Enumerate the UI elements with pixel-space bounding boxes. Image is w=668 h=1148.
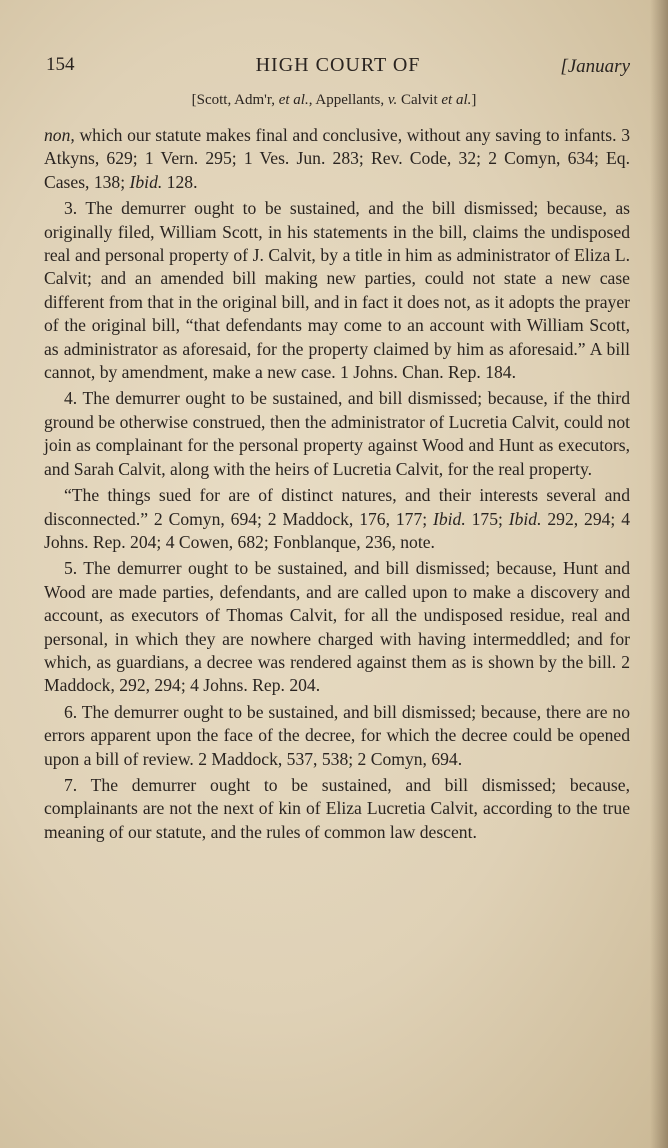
caption-middle: , Appellants, xyxy=(308,92,388,108)
running-head: HIGH COURT OF xyxy=(255,54,421,76)
paragraph-7: 7. The demurrer ought to be sustained, and bill dismissed; because, complainants are not the next of kin of Eliza Lucretia Calvit, according to the true meaning of our statute, and the rules of common law descent. xyxy=(44,774,630,842)
header-month: [January xyxy=(560,56,630,77)
paragraph-continuation: non, which our statute makes final and conclusive, without any saving to infants. 3 Atkyns, 629; 1 Vern. 295; 1 Ves. Jun. 283; Rev. Code, 32; 2 Comyn, 634; Eq. Cases, 138; Ibid. 128. xyxy=(44,125,630,192)
case-caption xyxy=(0,92,668,109)
caption-close: ] xyxy=(471,92,477,108)
paragraph-lead-word: non, xyxy=(44,125,75,145)
caption-et-al-2: et al. xyxy=(441,92,472,108)
paragraph-3: 3. The demurrer ought to be sustained, and the bill dismissed; because, as originally filed, William Scott, in his statements in the bill, claims the undisposed real and personal property of J. Calvit, by a title in him as administrator of Eliza L. Calvit; and an amended bill making new parties, could not state a new case different from that in the original bill, and in fact it does not, as it adopts the prayer of the original bill, “that defendants may come to an account with William Scott, as administrator as aforesaid, for the property claimed by him as aforesaid.” A bill cannot, by amendment, make a new case. 1 Johns. Chan. Rep. 184. xyxy=(44,198,630,383)
page-header xyxy=(46,54,630,84)
ibid-reference: Ibid. xyxy=(433,508,466,529)
page-number: 154 xyxy=(46,54,75,75)
paragraph-4: 4. The demurrer ought to be sustained, and bill dismissed; because, if the third ground be otherwise construed, then the administrator of Lucretia Calvit, could not join as complainant for the personal property against Wood and Hunt as executors, and Sarah Calvit, along with the heirs of Lucretia Calvit, for the real property. xyxy=(44,388,630,479)
ibid-reference: Ibid. xyxy=(508,508,542,529)
caption-respondent: Calvit xyxy=(397,92,442,108)
page-body xyxy=(44,124,630,847)
paragraph-6: 6. The demurrer ought to be sustained, and bill dismissed; because, there are no errors apparent upon the face of the decree, for which the decree could be opened upon a bill of review. 2 Maddock, 537, 538; 2 Comyn, 694. xyxy=(44,701,630,769)
caption-et-al: et al. xyxy=(278,92,309,108)
caption-versus: v. xyxy=(387,92,398,108)
paragraph-quote: “The things sued for are of distinct natures, and their interests several and disconnected.” 2 Comyn, 694; 2 Maddock, 176, 177; Ibid. 175; Ibid. 292, 294; 4 Johns. Rep. 204; 4 Cowen, 682; Fonblanque, 236, note. xyxy=(44,485,630,552)
ibid-reference: Ibid. xyxy=(129,171,163,192)
caption-open: [Scott, Adm'r, xyxy=(191,92,279,108)
paragraph-5: 5. The demurrer ought to be sustained, and bill dismissed; because, Hunt and Wood are made parties, defendants, and are called upon to make a discovery and account, as executors of Thomas Calvit, for all the undisposed residue, real and personal, in which they are nowhere charged with having intermeddled; and for which, as guardians, a decree was rendered against them as is shown by the bill. 2 Maddock, 292, 294; 4 Johns. Rep. 204. xyxy=(44,558,630,696)
